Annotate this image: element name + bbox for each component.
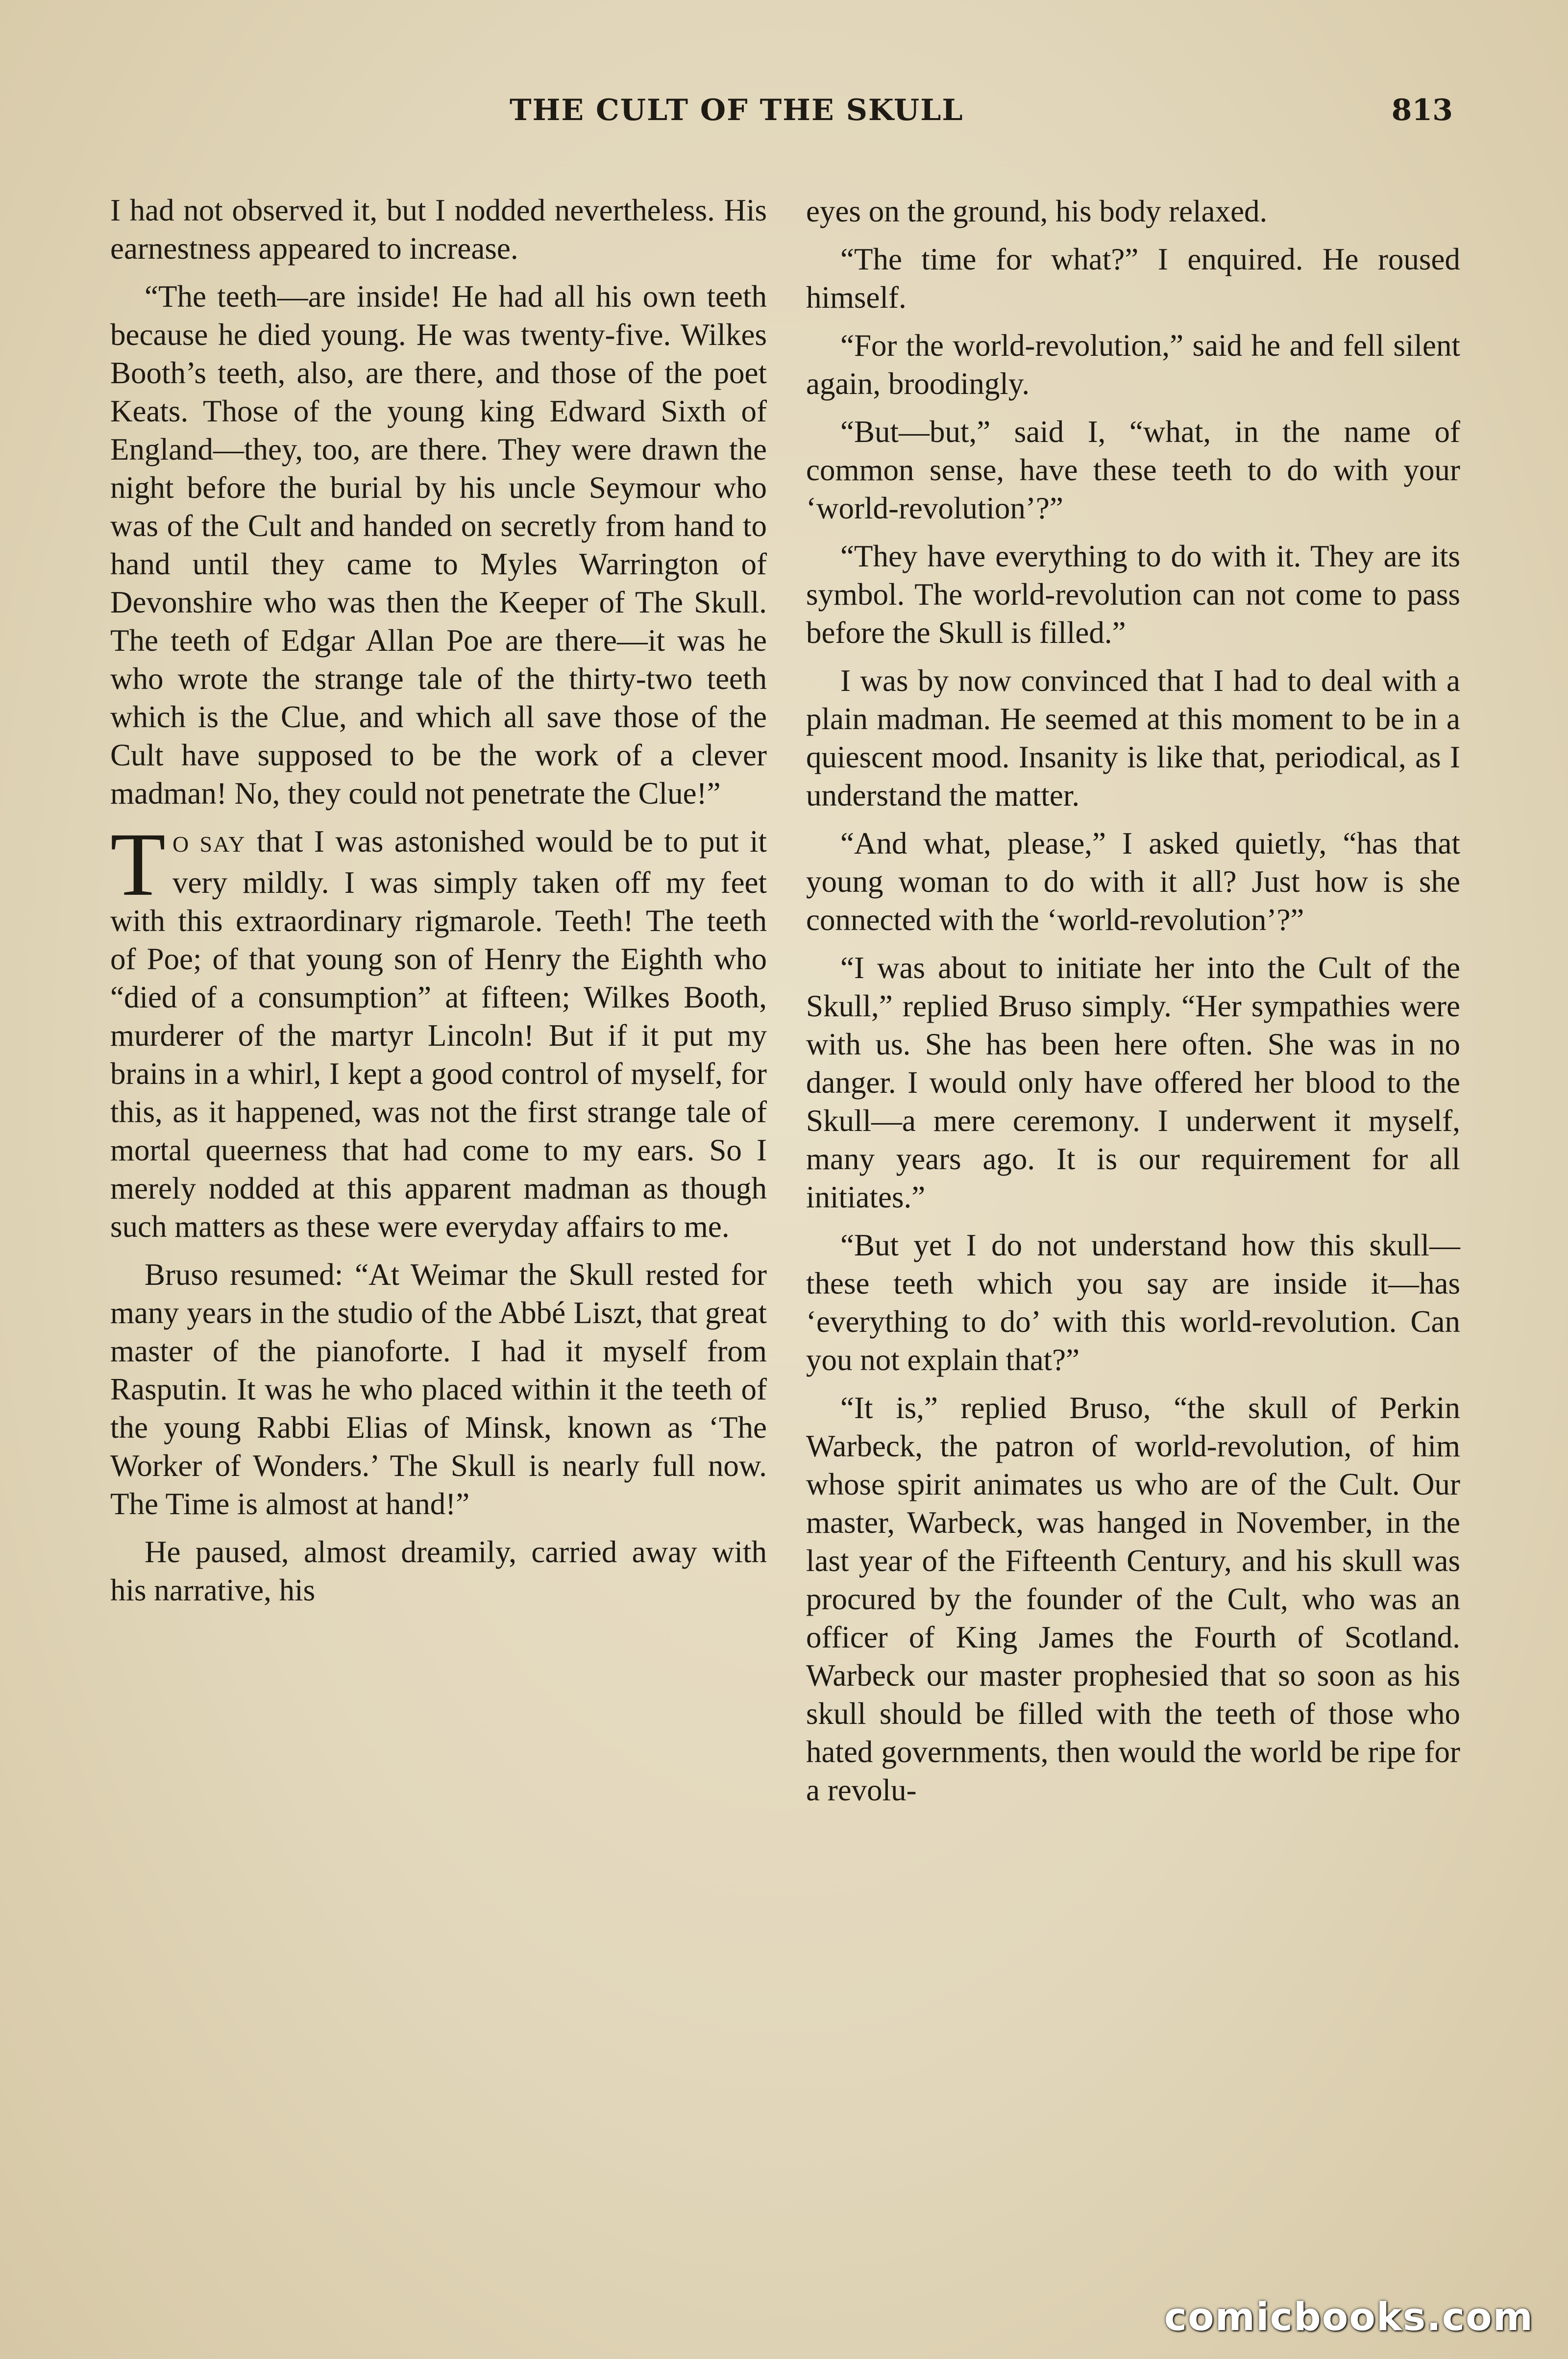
paragraph: “For the world-revolution,” said he and fell silent again, broodingly. [806, 328, 1460, 401]
small-caps-lead: O SAY [172, 832, 246, 857]
paragraph: “And what, please,” I asked quietly, “has that young woman to do with it all? Just how is she connected with the ‘world-revolution’?” [806, 826, 1460, 937]
paragraph: I was by now convinced that I had to deal with a plain madman. He seemed at this moment to be in a quiescent mood. Insanity is like that, periodical, as I understand the matter. [806, 663, 1460, 812]
paragraph: “They have everything to do with it. They are its symbol. The world-revolution can not come to pass before the Skull is filled.” [806, 539, 1460, 650]
paragraph: “The teeth—are inside! He had all his own teeth because he died young. He was twenty-five. Wilkes Booth’s teeth, also, are there, and those of the poet Keats. Those of the young king Edward Sixth of England—they, too, are there. They were drawn the night before the burial by his uncle Seymour who was of the Cult and handed on secretly from hand to hand until they came to Myles Warrington of Devonshire who was then the Keeper of The Skull. The teeth of Edgar Allan Poe are there—it was he who wrote the strange tale of the thirty-two teeth which is the Clue, and which all save those of the Cult have supposed to be the work of a clever madman! No, they could not penetrate the Clue!” [110, 279, 767, 811]
continued-text: eyes on the ground, his body relaxed. [806, 194, 1268, 228]
page-number: 813 [1391, 93, 1453, 127]
paragraph: “But—but,” said I, “what, in the name of common sense, have these teeth to do with your ‘world-revolution’?” [806, 415, 1460, 525]
running-title: THE CULT OF THE SKULL [510, 93, 964, 127]
right-column [806, 192, 1460, 1819]
paragraph: He paused, almost dreamily, carried away with his narrative, his [110, 1535, 767, 1607]
paragraph: Bruso resumed: “At Weimar the Skull rested for many years in the studio of the Abbé Liszt, that great master of the pianoforte. I had it myself from Rasputin. It was he who placed within it the teeth of the young Rabbi Elias of Minsk, known as ‘The Worker of Wonders.’ The Skull is nearly full now. The Time is almost at hand!” [110, 1257, 767, 1521]
paragraph: “The time for what?” I enquired. He roused himself. [806, 242, 1460, 315]
paragraph: I had not observed it, but I nodded nevertheless. His earnestness appeared to increase. [110, 193, 767, 266]
paragraph: “It is,” replied Bruso, “the skull of Perkin Warbeck, the patron of world-revolution, of him whose spirit animates us who are of the Cult. Our master, Warbeck, was hanged in November, in the last year of the Fifteenth Century, and his skull was procured by the founder of the Cult, who was an officer of King James the Fourth of Scotland. Warbeck our master prophesied that so soon as his skull should be filled with the teeth of those who hated governments, then would the world be ripe for a revolu- [806, 1391, 1460, 1807]
paragraph: “I was about to initiate her into the Cult of the Skull,” replied Bruso simply. “Her sympathies were with us. She has been here often. She was in no danger. I would only have offered her blood to the Skull—a mere ceremony. I underwent it myself, many years ago. It is our requirement for all initiates.” [806, 951, 1460, 1214]
left-column [110, 191, 767, 1619]
section-text: that I was astonished would be to put it very mildly. I was simply taken off my feet with this extraordinary rigmarole. Teeth! The teeth of Poe; of that young son of Henry the Eighth who “died of a consumption” at fifteen; Wilkes Booth, murderer of the martyr Lincoln! But if it put my brains in a whirl, I kept a good control of myself, for this, as it happened, was not the first strange tale of mortal queerness that had come to my ears. So I merely nodded at this apparent madman as though such matters as these were everyday affairs to me. [110, 824, 767, 1244]
drop-cap: T [110, 814, 166, 915]
section-opening-paragraph [110, 814, 767, 1246]
source-watermark: comicbooks.com [1164, 2295, 1534, 2339]
paragraph: “But yet I do not understand how this skull—these teeth which you say are inside it—has ‘everything to do’ with this world-revolution. Can you not explain that?” [806, 1228, 1460, 1377]
